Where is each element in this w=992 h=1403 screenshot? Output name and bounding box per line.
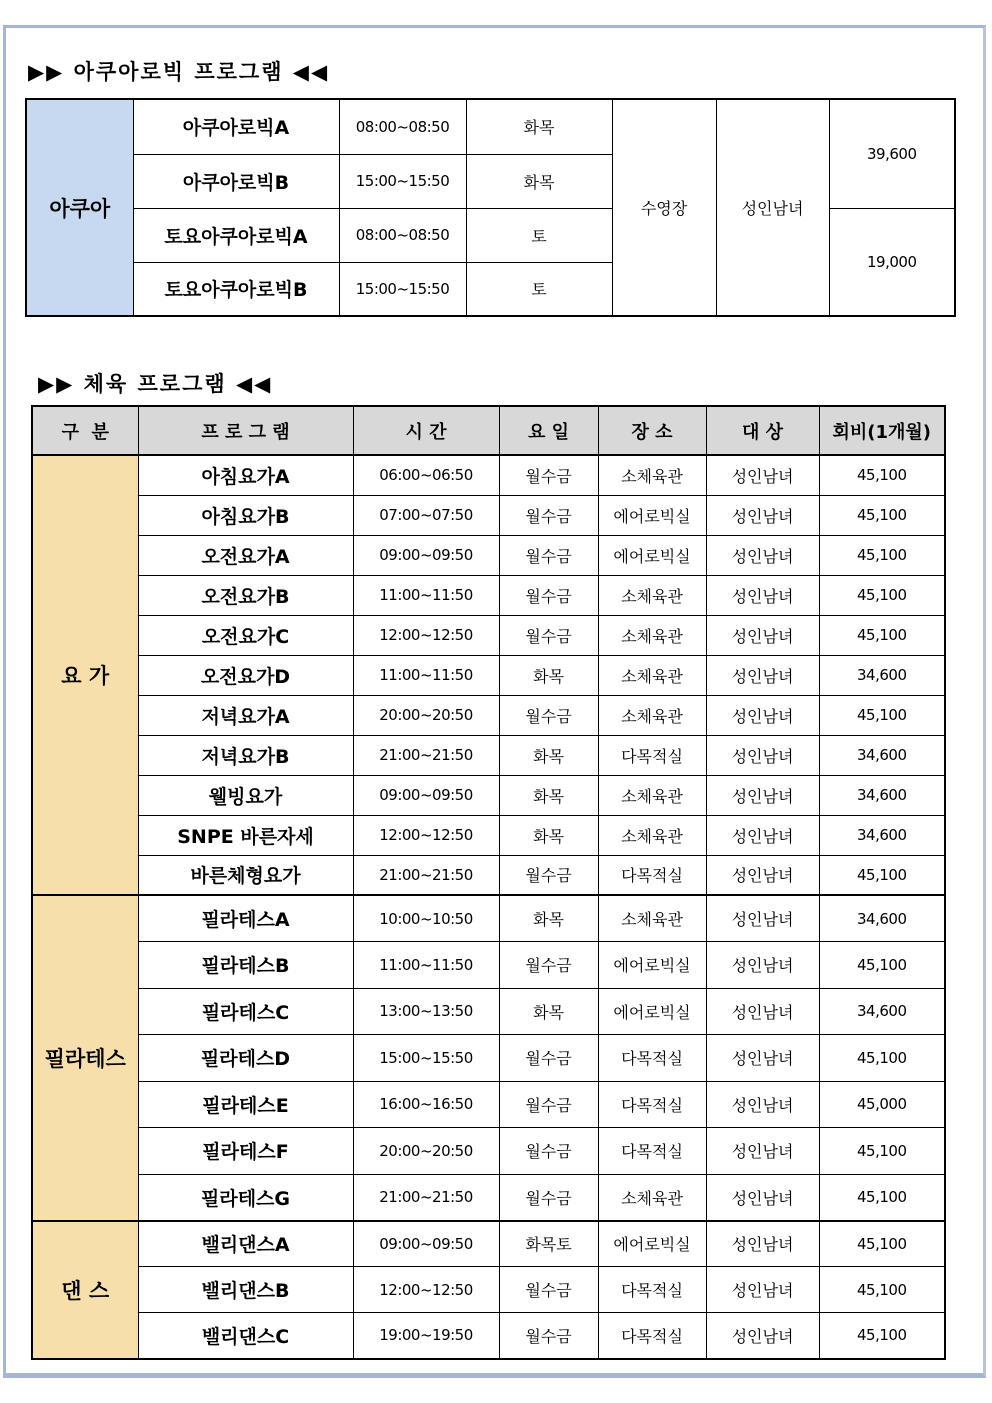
program-place: 소체육관	[598, 695, 706, 735]
program-name: 오전요가D	[138, 655, 353, 695]
program-time: 21:00~21:50	[353, 1174, 499, 1221]
program-target: 성인남녀	[706, 1221, 819, 1267]
program-name: 바른체형요가	[138, 855, 353, 895]
program-days: 월수금	[499, 535, 598, 575]
program-fee: 34,600	[819, 815, 945, 855]
program-time: 09:00~09:50	[353, 1221, 499, 1267]
program-time: 20:00~20:50	[353, 1128, 499, 1175]
program-time: 11:00~11:50	[353, 942, 499, 989]
header-category: 구 분	[32, 406, 138, 455]
table-row	[32, 615, 945, 655]
program-name: 필라테스A	[138, 895, 353, 942]
program-name: SNPE 바른자세	[138, 815, 353, 855]
table-row	[32, 1267, 945, 1313]
program-name: 필라테스F	[138, 1128, 353, 1175]
program-time: 11:00~11:50	[353, 575, 499, 615]
aqua-fee-saturday: 19,000	[829, 208, 955, 316]
program-name: 오전요가C	[138, 615, 353, 655]
program-days: 화목	[499, 775, 598, 815]
table-row	[32, 695, 945, 735]
program-target: 성인남녀	[706, 942, 819, 989]
program-time: 07:00~07:50	[353, 495, 499, 535]
program-fee: 34,600	[819, 775, 945, 815]
program-target: 성인남녀	[706, 535, 819, 575]
aqua-time: 08:00~08:50	[339, 208, 466, 262]
program-target: 성인남녀	[706, 575, 819, 615]
header-target: 대 상	[706, 406, 819, 455]
program-time: 13:00~13:50	[353, 988, 499, 1035]
program-time: 09:00~09:50	[353, 535, 499, 575]
category-cell: 요 가	[32, 455, 138, 895]
program-days: 월수금	[499, 495, 598, 535]
program-place: 다목적실	[598, 855, 706, 895]
program-time: 12:00~12:50	[353, 815, 499, 855]
program-days: 월수금	[499, 575, 598, 615]
program-place: 소체육관	[598, 1174, 706, 1221]
program-name: 오전요가A	[138, 535, 353, 575]
program-fee: 34,600	[819, 655, 945, 695]
program-place: 소체육관	[598, 815, 706, 855]
aqua-time: 15:00~15:50	[339, 262, 466, 316]
program-days: 화목	[499, 655, 598, 695]
table-row	[32, 455, 945, 495]
program-fee: 45,100	[819, 615, 945, 655]
program-place: 에어로빅실	[598, 535, 706, 575]
program-days: 월수금	[499, 855, 598, 895]
program-fee: 45,100	[819, 1128, 945, 1175]
program-place: 다목적실	[598, 1035, 706, 1082]
header-place: 장 소	[598, 406, 706, 455]
program-time: 06:00~06:50	[353, 455, 499, 495]
table-row	[32, 815, 945, 855]
category-cell: 댄 스	[32, 1221, 138, 1359]
program-fee: 45,100	[819, 942, 945, 989]
program-time: 21:00~21:50	[353, 855, 499, 895]
program-target: 성인남녀	[706, 735, 819, 775]
program-target: 성인남녀	[706, 1035, 819, 1082]
program-fee: 45,100	[819, 1267, 945, 1313]
program-time: 10:00~10:50	[353, 895, 499, 942]
program-place: 다목적실	[598, 1128, 706, 1175]
program-place: 에어로빅실	[598, 942, 706, 989]
program-fee: 34,600	[819, 735, 945, 775]
program-target: 성인남녀	[706, 455, 819, 495]
program-target: 성인남녀	[706, 1128, 819, 1175]
program-name: 밸리댄스A	[138, 1221, 353, 1267]
table-row	[32, 735, 945, 775]
program-fee: 45,100	[819, 1221, 945, 1267]
program-name: 필라테스C	[138, 988, 353, 1035]
header-fee: 회비(1개월)	[819, 406, 945, 455]
program-target: 성인남녀	[706, 815, 819, 855]
program-target: 성인남녀	[706, 1313, 819, 1359]
aqua-category: 아쿠아	[26, 99, 133, 316]
program-fee: 45,100	[819, 455, 945, 495]
program-days: 월수금	[499, 615, 598, 655]
program-name: 필라테스G	[138, 1174, 353, 1221]
table-row	[32, 855, 945, 895]
program-name: 오전요가B	[138, 575, 353, 615]
header-program: 프 로 그 램	[138, 406, 353, 455]
program-days: 월수금	[499, 455, 598, 495]
header-days: 요 일	[499, 406, 598, 455]
program-fee: 45,100	[819, 1035, 945, 1082]
program-name: 저녁요가A	[138, 695, 353, 735]
program-days: 월수금	[499, 1174, 598, 1221]
aqua-days: 화목	[466, 99, 612, 154]
program-time: 16:00~16:50	[353, 1081, 499, 1128]
program-place: 에어로빅실	[598, 495, 706, 535]
table-row	[32, 1081, 945, 1128]
table-row	[32, 655, 945, 695]
program-time: 19:00~19:50	[353, 1313, 499, 1359]
aqua-target: 성인남녀	[716, 99, 829, 316]
program-name: 웰빙요가	[138, 775, 353, 815]
sports-table-body	[32, 455, 945, 1359]
program-name: 아침요가A	[138, 455, 353, 495]
table-row	[32, 1128, 945, 1175]
program-time: 09:00~09:50	[353, 775, 499, 815]
program-name: 저녁요가B	[138, 735, 353, 775]
program-place: 에어로빅실	[598, 988, 706, 1035]
program-days: 화목	[499, 895, 598, 942]
table-row	[32, 895, 945, 942]
aqua-time: 15:00~15:50	[339, 154, 466, 208]
program-time: 11:00~11:50	[353, 655, 499, 695]
program-target: 성인남녀	[706, 1267, 819, 1313]
program-time: 21:00~21:50	[353, 735, 499, 775]
program-fee: 45,100	[819, 575, 945, 615]
program-fee: 45,100	[819, 495, 945, 535]
program-fee: 45,100	[819, 1174, 945, 1221]
program-days: 월수금	[499, 942, 598, 989]
header-time: 시 간	[353, 406, 499, 455]
category-cell: 필라테스	[32, 895, 138, 1221]
program-place: 에어로빅실	[598, 1221, 706, 1267]
aqua-program: 아쿠아로빅A	[133, 99, 339, 154]
program-target: 성인남녀	[706, 615, 819, 655]
program-fee: 34,600	[819, 895, 945, 942]
aqua-days: 토	[466, 208, 612, 262]
program-time: 20:00~20:50	[353, 695, 499, 735]
program-fee: 45,000	[819, 1081, 945, 1128]
program-time: 12:00~12:50	[353, 615, 499, 655]
program-place: 다목적실	[598, 1313, 706, 1359]
program-fee: 45,100	[819, 695, 945, 735]
program-days: 월수금	[499, 1128, 598, 1175]
program-days: 화목토	[499, 1221, 598, 1267]
program-target: 성인남녀	[706, 655, 819, 695]
table-row	[32, 1313, 945, 1359]
program-name: 밸리댄스B	[138, 1267, 353, 1313]
table-row	[32, 775, 945, 815]
program-name: 필라테스E	[138, 1081, 353, 1128]
table-row	[32, 1035, 945, 1082]
program-name: 필라테스B	[138, 942, 353, 989]
program-target: 성인남녀	[706, 855, 819, 895]
program-days: 화목	[499, 735, 598, 775]
program-place: 다목적실	[598, 1267, 706, 1313]
aqua-program: 토요아쿠아로빅B	[133, 262, 339, 316]
program-target: 성인남녀	[706, 1081, 819, 1128]
program-days: 월수금	[499, 1035, 598, 1082]
program-days: 월수금	[499, 1267, 598, 1313]
aqua-days: 토	[466, 262, 612, 316]
program-place: 소체육관	[598, 455, 706, 495]
program-place: 소체육관	[598, 615, 706, 655]
program-name: 아침요가B	[138, 495, 353, 535]
program-place: 다목적실	[598, 735, 706, 775]
table-row	[32, 575, 945, 615]
aqua-time: 08:00~08:50	[339, 99, 466, 154]
table-row	[32, 1174, 945, 1221]
aqua-program: 토요아쿠아로빅A	[133, 208, 339, 262]
table-row	[32, 988, 945, 1035]
program-time: 15:00~15:50	[353, 1035, 499, 1082]
program-target: 성인남녀	[706, 695, 819, 735]
aqua-fee-weekday: 39,600	[829, 99, 955, 208]
program-place: 소체육관	[598, 895, 706, 942]
program-place: 소체육관	[598, 575, 706, 615]
program-name: 밸리댄스C	[138, 1313, 353, 1359]
program-target: 성인남녀	[706, 895, 819, 942]
table-row	[32, 495, 945, 535]
program-place: 소체육관	[598, 775, 706, 815]
aqua-table	[25, 98, 956, 317]
program-days: 월수금	[499, 1081, 598, 1128]
program-target: 성인남녀	[706, 1174, 819, 1221]
program-target: 성인남녀	[706, 775, 819, 815]
table-row	[32, 942, 945, 989]
table-row	[32, 1221, 945, 1267]
aqua-location: 수영장	[612, 99, 716, 316]
program-fee: 45,100	[819, 535, 945, 575]
sports-heading: ▶▶ 체육 프로그램 ◀◀	[38, 372, 273, 396]
program-place: 다목적실	[598, 1081, 706, 1128]
program-fee: 45,100	[819, 1313, 945, 1359]
aqua-heading: ▶▶ 아쿠아로빅 프로그램 ◀◀	[28, 60, 330, 84]
program-fee: 34,600	[819, 988, 945, 1035]
aqua-program: 아쿠아로빅B	[133, 154, 339, 208]
program-days: 화목	[499, 815, 598, 855]
aqua-days: 화목	[466, 154, 612, 208]
program-target: 성인남녀	[706, 495, 819, 535]
sports-table	[31, 405, 946, 1360]
program-time: 12:00~12:50	[353, 1267, 499, 1313]
program-days: 화목	[499, 988, 598, 1035]
program-fee: 45,100	[819, 855, 945, 895]
table-row	[32, 535, 945, 575]
program-place: 소체육관	[598, 655, 706, 695]
program-target: 성인남녀	[706, 988, 819, 1035]
program-days: 월수금	[499, 695, 598, 735]
program-days: 월수금	[499, 1313, 598, 1359]
program-name: 필라테스D	[138, 1035, 353, 1082]
